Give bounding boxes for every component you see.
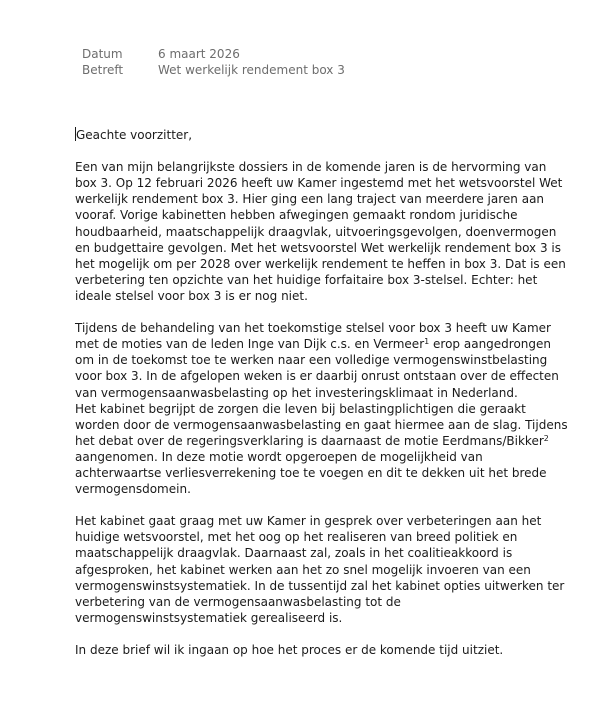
text-line: Het kabinet gaat graag met uw Kamer in gesprek over verbeteringen aan het	[75, 514, 542, 529]
text-line: vooraf. Vorige kabinetten hebben afwegingen gemaakt rondom juridische	[75, 208, 518, 223]
text-line: van vermogensaanwasbelasting op het investeringsklimaat in Nederland.	[75, 385, 518, 400]
text-line: en budgettaire gevolgen. Met het wetsvoorstel Wet werkelijk rendement box 3 is	[75, 240, 562, 255]
text-line: ideale stelsel voor box 3 is er nog niet.	[75, 288, 308, 303]
paragraph-3	[75, 513, 575, 626]
text-line: achterwaartse verliesverrekening toe te voegen en dit te dekken uit het brede	[75, 465, 547, 480]
text-fragment: met de moties van de leden Inge van Dijk c.s. en Vermeer	[75, 337, 425, 352]
text-line: werkelijk rendement box 3. Hier ging een lang traject van meerdere jaren aan	[75, 192, 545, 207]
text-line: maatschappelijk draagvlak. Daarnaast zal, zoals in het coalitieakkoord is	[75, 546, 513, 561]
text-line: het mogelijk om per 2028 over werkelijk rendement te heffen in box 3. Dat is een	[75, 256, 566, 271]
text-line: Het kabinet begrijpt de zorgen die leven bij belastingplichtigen die geraakt	[75, 401, 526, 416]
subject-label: Betreft	[82, 63, 124, 77]
footnote-ref-2[interactable]: 2	[543, 433, 549, 443]
subject-value: Wet werkelijk rendement box 3	[158, 63, 345, 77]
text-line: voor box 3. In de afgelopen weken is er daarbij onrust ontstaan over de effecten	[75, 369, 559, 384]
subject-row	[82, 62, 345, 78]
text-line: om in de toekomst toe te werken naar een volledige vermogenswinstbelasting	[75, 353, 548, 368]
text-fragment: erop aangedrongen	[429, 337, 552, 352]
text-line: vermogenswinstsystematiek gerealiseerd is.	[75, 610, 343, 625]
salutation	[75, 127, 575, 143]
footnote-ref-1[interactable]: 1	[424, 337, 430, 347]
text-line: vermogenswinstsystematiek. In de tussentijd zal het kabinet opties uitwerken ter	[75, 578, 565, 593]
text-line: huidige wetsvoorstel, met het oog op het realiseren van breed politiek en	[75, 530, 518, 545]
date-row	[82, 46, 345, 62]
paragraph-4	[75, 642, 575, 658]
text-line: afgesproken, het kabinet werken aan het zo snel mogelijk invoeren van een	[75, 562, 531, 577]
text-line: verbetering van de vermogensaanwasbelasting tot de	[75, 594, 401, 609]
text-line: Tijdens de behandeling van het toekomstige stelsel voor box 3 heeft uw Kamer	[75, 321, 551, 336]
date-label: Datum	[82, 47, 123, 61]
text-line	[75, 336, 575, 352]
text-line: aangenomen. In deze motie wordt opgeroepen de mogelijkheid van	[75, 449, 483, 464]
text-line: box 3. Op 12 februari 2026 heeft uw Kamer ingestemd met het wetsvoorstel Wet	[75, 176, 563, 191]
date-value: 6 maart 2026	[158, 47, 240, 61]
text-line: verbetering ten opzichte van het huidige forfaitaire box 3-stelsel. Echter: het	[75, 272, 538, 287]
text-fragment: het debat over de regeringsverklaring is daarnaast de motie Eerdmans/Bikker	[75, 433, 544, 448]
paragraph-2	[75, 320, 575, 497]
paragraph-1	[75, 159, 575, 304]
text-line: vermogensdomein.	[75, 482, 191, 497]
text-line	[75, 433, 575, 449]
text-line: Een van mijn belangrijkste dossiers in de komende jaren is de hervorming van	[75, 160, 547, 175]
letter-header	[82, 46, 345, 78]
text-line: worden door de vermogensaanwasbelasting en gaat hiermee aan de slag. Tijdens	[75, 417, 568, 432]
salutation-text: Geachte voorzitter,	[76, 128, 193, 142]
letter-body[interactable]	[75, 127, 575, 674]
text-line: houdbaarheid, maatschappelijk draagvlak, uitvoeringsgevolgen, doenvermogen	[75, 224, 557, 239]
text-line: In deze brief wil ik ingaan op hoe het proces er de komende tijd uitziet.	[75, 643, 504, 657]
